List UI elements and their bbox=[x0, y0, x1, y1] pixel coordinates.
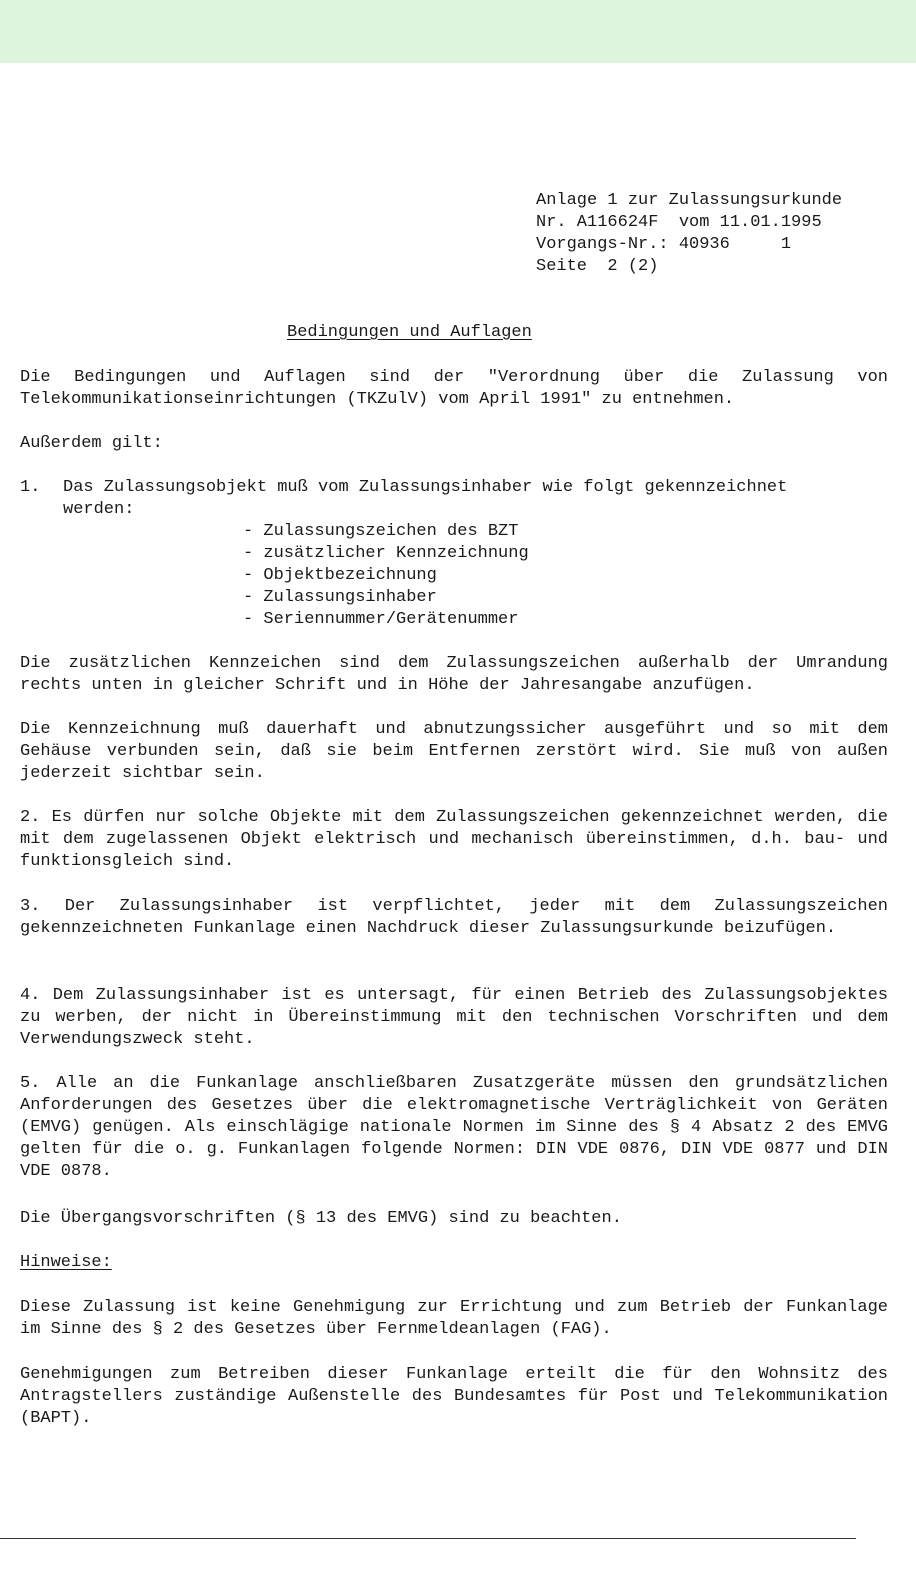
reference-line-case-number: Vorgangs-Nr.: 40936 1 bbox=[536, 235, 792, 254]
item-5-paragraph: 5. Alle an die Funkanlage anschließbaren Zusatzgeräte müssen den grundsätzlichen Anforderungen des Gesetzes über die elektromagnetische Verträglichkeit von Geräten (EMVG) genügen. Als einschlägige nationale Normen im Sinne des § 4 Absatz 2 des EMVG gelten für die o. g. Funkanlagen folgende Normen: DIN VDE 0876, DIN VDE 0877 und DIN VDE 0878. bbox=[20, 1074, 888, 1181]
item-1-number: 1. bbox=[20, 478, 41, 497]
top-banner bbox=[0, 0, 916, 63]
item-4-paragraph: 4. Dem Zulassungsinhaber ist es untersagt, für einen Betrieb des Zulassungsobjektes zu werben, der nicht in Übereinstimmung mit den technischen Vorschriften und dem Verwendungszweck steht. bbox=[20, 986, 888, 1049]
reference-line-page: Seite 2 (2) bbox=[536, 257, 659, 276]
item-3-paragraph: 3. Der Zulassungsinhaber ist verpflichtet, jeder mit dem Zulassungszeichen gekennzeichneten Funkanlage einen Nachdruck dieser Zulassungsurkunde beizufügen. bbox=[20, 897, 888, 938]
reference-block bbox=[536, 190, 842, 278]
list-item: - Objektbezeichnung bbox=[243, 565, 529, 587]
note-1-paragraph: Diese Zulassung ist keine Genehmigung zur Errichtung und zum Betrieb der Funkanlage im Sinne des § 2 des Gesetzes über Fernmeldeanlagen (FAG). bbox=[20, 1298, 888, 1339]
item-1-text: Das Zulassungsobjekt muß vom Zulassungsinhaber wie folgt gekennzeichnet bbox=[63, 478, 788, 497]
note-2-paragraph: Genehmigungen zum Betreiben dieser Funkanlage erteilt die für den Wohnsitz des Antragstellers zuständige Außenstelle des Bundesamtes für Post und Telekommunikation (BAPT). bbox=[20, 1365, 888, 1428]
reference-line-annex: Anlage 1 zur Zulassungsurkunde bbox=[536, 191, 843, 210]
item-1-continuation: werden: bbox=[63, 500, 135, 519]
additional-conditions-label: Außerdem gilt: bbox=[20, 434, 163, 453]
intro-paragraph: Die Bedingungen und Auflagen sind der "Verordnung über die Zulassung von Telekommunikationseinrichtungen (TKZulV) vom April 1991" zu entnehmen. bbox=[20, 368, 888, 409]
list-item: - Zulassungszeichen des BZT bbox=[243, 521, 529, 543]
marking-position-paragraph: Die zusätzlichen Kennzeichen sind dem Zulassungszeichen außerhalb der Umrandung rechts unten in gleicher Schrift und in Höhe der Jahresangabe anzufügen. bbox=[20, 654, 888, 695]
list-item: - Zulassungsinhaber bbox=[243, 587, 529, 609]
list-item: - Seriennummer/Gerätenummer bbox=[243, 609, 529, 631]
marking-requirements-list bbox=[243, 521, 529, 631]
page-title: Bedingungen und Auflagen bbox=[287, 323, 532, 342]
notes-heading: Hinweise: bbox=[20, 1253, 112, 1272]
reference-line-number-date: Nr. A116624F vom 11.01.1995 bbox=[536, 213, 822, 232]
transition-rules-paragraph: Die Übergangsvorschriften (§ 13 des EMVG) sind zu beachten. bbox=[20, 1209, 622, 1228]
item-2-paragraph: 2. Es dürfen nur solche Objekte mit dem Zulassungszeichen gekennzeichnet werden, die mit dem zugelassenen Objekt elektrisch und mechanisch übereinstimmen, d.h. bau- und funktionsgleich sind. bbox=[20, 808, 888, 871]
list-item: - zusätzlicher Kennzeichnung bbox=[243, 543, 529, 565]
marking-durability-paragraph: Die Kennzeichnung muß dauerhaft und abnutzungssicher ausgeführt und so mit dem Gehäuse verbunden sein, daß sie beim Entfernen zerstört wird. Sie muß von außen jederzeit sichtbar sein. bbox=[20, 720, 888, 783]
footer-divider bbox=[0, 1538, 856, 1539]
